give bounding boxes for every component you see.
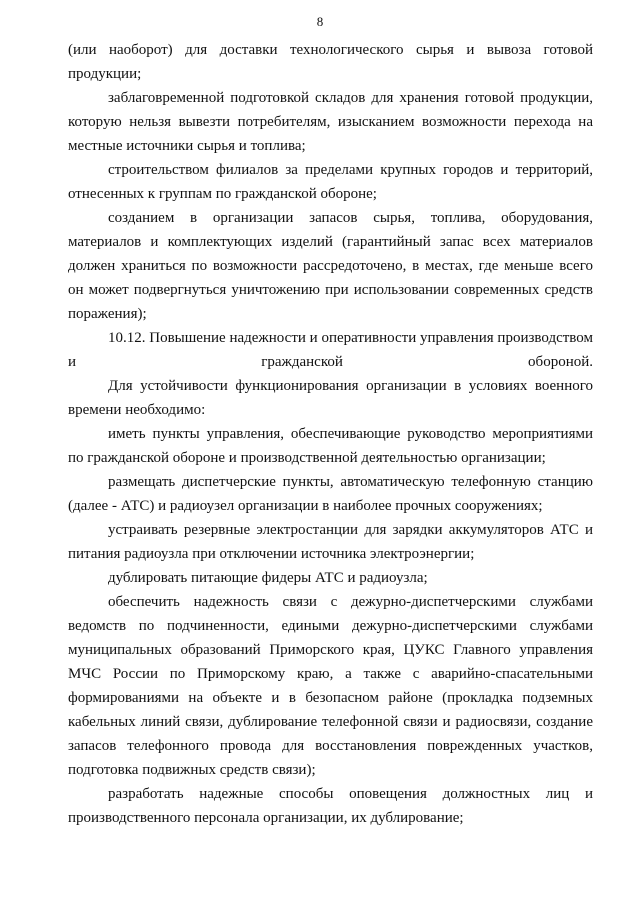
paragraph-backup-power: устраивать резервные электростанции для зарядки аккумуляторов АТС и питания радиоузла при отключении источника электроэнергии; bbox=[68, 522, 593, 562]
document-body bbox=[68, 38, 593, 830]
paragraph-branches: строительством филиалов за пределами крупных городов и территорий, отнесенных к группам по гражданской обороне; bbox=[68, 162, 593, 202]
paragraph-continuation: (или наоборот) для доставки технологического сырья и вывоза готовой продукции; bbox=[68, 42, 593, 82]
paragraph-reserves: созданием в организации запасов сырья, топлива, оборудования, материалов и комплектующих изделий (гарантийный запас всех материалов должен храниться по возможности рассредоточено, в местах, где меньше всего он может подвергнуться уничтожению при использовании современных средств поражения); bbox=[68, 210, 593, 322]
paragraph-feeders: дублировать питающие фидеры АТС и радиоузла; bbox=[108, 570, 428, 586]
paragraph-alerting: разработать надежные способы оповещения должностных лиц и производственного персонала организации, их дублирование; bbox=[68, 786, 593, 826]
paragraph-control-points: иметь пункты управления, обеспечивающие руководство мероприятиями по гражданской обороне и производственной деятельностью организации; bbox=[68, 426, 593, 466]
paragraph-dispatch-points: размещать диспетчерские пункты, автоматическую телефонную станцию (далее - АТС) и радиоузел организации в наиболее прочных сооружениях; bbox=[68, 474, 593, 514]
paragraph-warehouses: заблаговременной подготовкой складов для хранения готовой продукции, которую нельзя вывезти потребителям, изысканием возможности перехода на местные источники сырья и топлива; bbox=[68, 90, 593, 154]
section-heading-10-12: 10.12. Повышение надежности и оперативности управления производством и гражданской обороной. bbox=[68, 330, 593, 370]
paragraph-communications: обеспечить надежность связи с дежурно-диспетчерскими службами ведомств по подчиненности, едиными дежурно-диспетчерскими службами муниципальных образований Приморского края, ЦУКС Главного управления МЧС России по Приморскому краю, а также с аварийно-спасательными формированиями на объекте и в безопасном районе (прокладка подземных кабельных линий связи, дублирование телефонной связи и радиосвязи, создание запасов телефонного провода для восстановления поврежденных участков, подготовка подвижных средств связи); bbox=[68, 594, 593, 778]
paragraph-stability-intro: Для устойчивости функционирования организации в условиях военного времени необходимо: bbox=[68, 378, 593, 418]
page-number: 8 bbox=[316, 14, 324, 29]
